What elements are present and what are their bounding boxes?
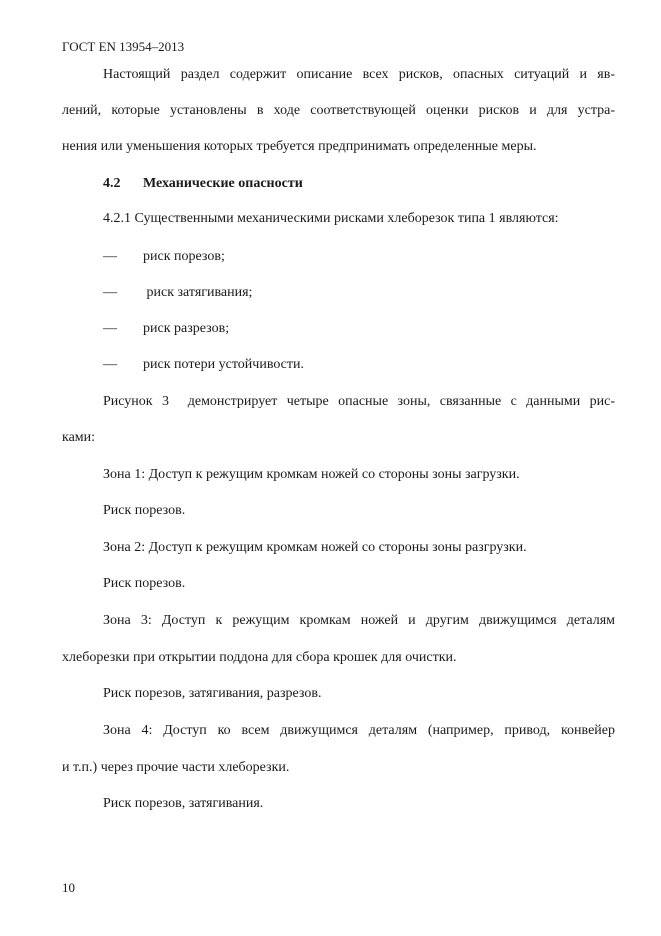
bullet-text: риск затягивания; [143, 285, 253, 300]
zone-4-text-line-2: и т.п.) через прочие части хлеборезки. [62, 760, 290, 775]
zone-1-risk: Риск порезов. [103, 503, 186, 518]
bullet-item [103, 248, 225, 266]
zone-3-text-line-1: Зона 3: Доступ к режущим кромкам ножей и другим движущимся деталям [103, 613, 615, 628]
bullet-dash: — [103, 285, 117, 300]
page-number: 10 [62, 880, 75, 895]
bullet-item [103, 320, 229, 338]
zone-4-text-line-1: Зона 4: Доступ ко всем движущимся деталям (например, привод, конвейер [103, 723, 615, 738]
figure-ref-line-1: Рисунок 3 демонстрирует четыре опасные зоны, связанные с данными рис- [103, 394, 615, 409]
zone-3-text-line-2: хлеборезки при открытии поддона для сбора крошек для очистки. [62, 650, 457, 665]
intro-line-2: лений, которые установлены в ходе соответствующей оценки рисков и для устра- [62, 103, 615, 118]
intro-line-3: нения или уменьшения которых требуется предпринимать определенные меры. [62, 139, 537, 154]
bullet-item [103, 356, 304, 374]
zone-1-text: Зона 1: Доступ к режущим кромкам ножей со стороны зоны загрузки. [103, 467, 520, 482]
zone-4-risk: Риск порезов, затягивания. [103, 796, 264, 811]
document-header: ГОСТ EN 13954–2013 [62, 39, 185, 54]
bullet-text: риск порезов; [143, 249, 225, 264]
bullet-text: риск потери устойчивости. [143, 357, 304, 372]
bullet-text: риск разрезов; [143, 321, 230, 336]
zone-3-risk: Риск порезов, затягивания, разрезов. [103, 686, 322, 701]
zone-2-text: Зона 2: Доступ к режущим кромкам ножей со стороны зоны разгрузки. [103, 540, 527, 555]
intro-line-1: Настоящий раздел содержит описание всех рисков, опасных ситуаций и яв- [103, 67, 615, 82]
zone-2-risk: Риск порезов. [103, 576, 186, 591]
bullet-item [103, 284, 252, 302]
bullet-dash: — [103, 249, 117, 264]
section-heading [103, 175, 303, 193]
section-number: 4.2 [103, 176, 121, 191]
bullet-dash: — [103, 357, 117, 372]
section-title: Механические опасности [143, 176, 303, 191]
figure-ref-line-2: ками: [62, 430, 96, 445]
clause-text: 4.2.1 Существенными механическими рисками хлеборезок типа 1 являются: [103, 211, 559, 226]
bullet-dash: — [103, 321, 117, 336]
